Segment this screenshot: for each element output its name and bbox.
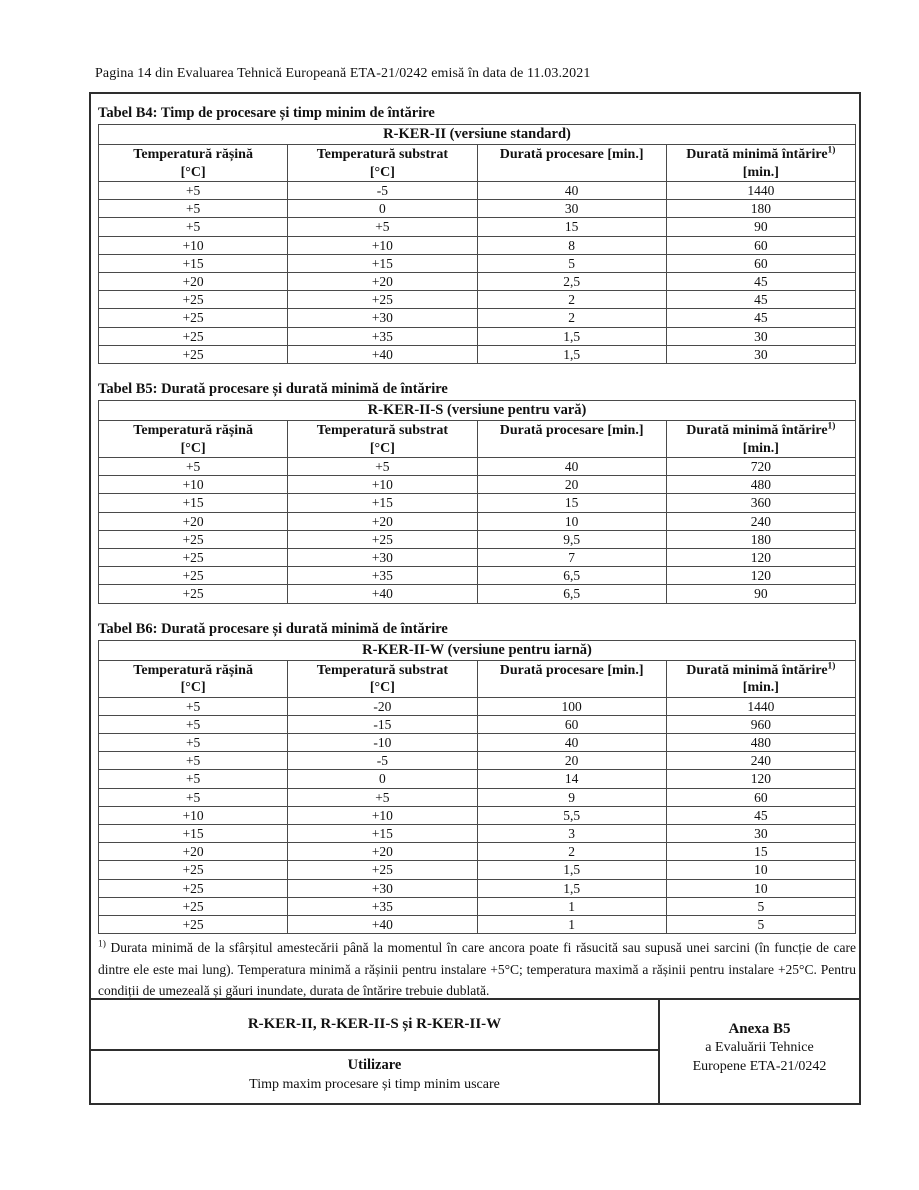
- table-cell: +25: [99, 567, 288, 585]
- page-header: Pagina 14 din Evaluarea Tehnică Europeană ETA-21/0242 emisă în data de 11.03.2021: [95, 66, 591, 81]
- table-cell: 180: [666, 530, 855, 548]
- table-cell: 2: [477, 843, 666, 861]
- table-cell: 120: [666, 770, 855, 788]
- tables-container: [91, 94, 859, 1000]
- table-cell: +30: [288, 879, 477, 897]
- table-cell: +5: [99, 770, 288, 788]
- table-row: [99, 697, 856, 715]
- table-cell: +25: [99, 861, 288, 879]
- table-cell: +5: [99, 200, 288, 218]
- table-banner: R-KER-II (versiune standard): [99, 125, 856, 145]
- table-cell: 40: [477, 458, 666, 476]
- table-cell: +5: [99, 788, 288, 806]
- column-header: Temperatură rășină [°C]: [99, 421, 288, 458]
- table-cell: -20: [288, 697, 477, 715]
- footer-use-title: Utilizare: [347, 1057, 402, 1073]
- table-cell: 6,5: [477, 567, 666, 585]
- table-row: [99, 843, 856, 861]
- table-cell: +25: [99, 897, 288, 915]
- table-cell: 60: [666, 788, 855, 806]
- table-cell: 5: [666, 897, 855, 915]
- table-cell: 1,5: [477, 861, 666, 879]
- table-banner-row: [99, 401, 856, 421]
- table-cell: +25: [99, 916, 288, 934]
- table-cell: +5: [288, 788, 477, 806]
- table-cell: +20: [99, 512, 288, 530]
- table-cell: +5: [99, 218, 288, 236]
- column-header: Temperatură substrat [°C]: [288, 421, 477, 458]
- table-cell: 7: [477, 549, 666, 567]
- table-cell: 15: [666, 843, 855, 861]
- table-cell: 120: [666, 567, 855, 585]
- table-cell: +5: [99, 458, 288, 476]
- table-cell: +15: [288, 254, 477, 272]
- table-cell: +5: [99, 734, 288, 752]
- table-title: Tabel B5: Durată procesare și durată minimă de întărire: [98, 381, 448, 398]
- table-row: [99, 494, 856, 512]
- table-cell: 360: [666, 494, 855, 512]
- table-cell: 100: [477, 697, 666, 715]
- table-cell: +30: [288, 549, 477, 567]
- table-cell: +10: [288, 236, 477, 254]
- table-cell: +10: [99, 806, 288, 824]
- table-cell: +35: [288, 897, 477, 915]
- footer-use-description: Timp maxim procesare și timp minim uscare: [249, 1077, 500, 1092]
- table-row: [99, 825, 856, 843]
- table-row: [99, 585, 856, 603]
- table-cell: +20: [288, 273, 477, 291]
- table-cell: 40: [477, 734, 666, 752]
- table-cell: 480: [666, 476, 855, 494]
- table-cell: 480: [666, 734, 855, 752]
- table-cell: +10: [99, 236, 288, 254]
- table-cell: 1,5: [477, 345, 666, 363]
- table-cell: +5: [99, 697, 288, 715]
- table-row: [99, 916, 856, 934]
- table-cell: 5: [477, 254, 666, 272]
- table-cell: 20: [477, 752, 666, 770]
- table-cell: 10: [477, 512, 666, 530]
- footer-annex-cell: [660, 1000, 859, 1105]
- document-frame: [89, 92, 861, 1105]
- table-row: [99, 530, 856, 548]
- table-cell: 8: [477, 236, 666, 254]
- table-row: [99, 734, 856, 752]
- table-cell: 2,5: [477, 273, 666, 291]
- table-cell: 240: [666, 512, 855, 530]
- table-cell: +25: [99, 345, 288, 363]
- annex-title: Anexa B5: [728, 1021, 791, 1037]
- column-header: Durată minimă întărire$^{1)}$ [min.]: [666, 660, 855, 697]
- table-row: [99, 549, 856, 567]
- table-cell: +25: [288, 291, 477, 309]
- table-row: [99, 715, 856, 733]
- table-cell: 1440: [666, 697, 855, 715]
- table-cell: 240: [666, 752, 855, 770]
- table-cell: +40: [288, 345, 477, 363]
- table-cell: +25: [99, 291, 288, 309]
- table-cell: 1: [477, 897, 666, 915]
- table-row: [99, 345, 856, 363]
- table-row: [99, 770, 856, 788]
- table-cell: 120: [666, 549, 855, 567]
- table-row: [99, 254, 856, 272]
- table-cell: -15: [288, 715, 477, 733]
- table-title: Tabel B6: Durată procesare și durată minimă de întărire: [98, 620, 448, 637]
- table-cell: +10: [288, 476, 477, 494]
- table-cell: -10: [288, 734, 477, 752]
- table-cell: -5: [288, 182, 477, 200]
- table-cell: +25: [99, 549, 288, 567]
- column-header: Temperatură rășină [°C]: [99, 660, 288, 697]
- table-row: [99, 327, 856, 345]
- table-cell: 20: [477, 476, 666, 494]
- column-header: Temperatură rășină [°C]: [99, 145, 288, 182]
- table-row: [99, 200, 856, 218]
- table-row: [99, 806, 856, 824]
- table-row: [99, 458, 856, 476]
- table-cell: +20: [288, 512, 477, 530]
- table-cell: 1440: [666, 182, 855, 200]
- table-row: [99, 309, 856, 327]
- table-cell: +15: [288, 825, 477, 843]
- table-cell: +5: [288, 458, 477, 476]
- table-cell: +5: [99, 715, 288, 733]
- annex-line2: a Evaluării Tehnice: [705, 1040, 814, 1055]
- table-cell: 9,5: [477, 530, 666, 548]
- table-cell: 45: [666, 309, 855, 327]
- annex-line3: Europene ETA-21/0242: [692, 1058, 827, 1074]
- table-banner: R-KER-II-S (versiune pentru vară): [99, 401, 856, 421]
- table-cell: +30: [288, 309, 477, 327]
- table-cell: 1: [477, 916, 666, 934]
- table-cell: +15: [99, 494, 288, 512]
- table-banner-row: [99, 640, 856, 660]
- table-cell: 6,5: [477, 585, 666, 603]
- table-banner: R-KER-II-W (versiune pentru iarnă): [99, 640, 856, 660]
- table-cell: +35: [288, 567, 477, 585]
- table-cell: 45: [666, 291, 855, 309]
- footnote: [98, 937, 856, 1000]
- table-cell: 15: [477, 218, 666, 236]
- table-cell: 45: [666, 273, 855, 291]
- table-cell: +25: [288, 530, 477, 548]
- table-cell: 10: [666, 861, 855, 879]
- column-header: Durată procesare [min.]: [477, 145, 666, 182]
- table-cell: 2: [477, 291, 666, 309]
- table-cell: 30: [477, 200, 666, 218]
- column-header: Temperatură substrat [°C]: [288, 145, 477, 182]
- footnote-text: Durata minimă de la sfârșitul amestecării până la momentul în care ancora poate fi răsucită sau supusă unei sarcini (în funcție de care dintre ele este mai lung). Temperatura minimă a rășinii pentru instalare +5°C; temperatura maximă a rășinii pentru instalare +25°C. Pentru condiții de umezeală și găuri inundate, durata de întărire trebuie dublată.: [98, 940, 857, 999]
- footer-left-column: [91, 1000, 660, 1105]
- table-cell: 45: [666, 806, 855, 824]
- table-cell: 30: [666, 825, 855, 843]
- table-cell: 5,5: [477, 806, 666, 824]
- table-cell: 5: [666, 916, 855, 934]
- table-cell: 15: [477, 494, 666, 512]
- table-row: [99, 291, 856, 309]
- table-banner-row: [99, 125, 856, 145]
- table-row: [99, 752, 856, 770]
- table-cell: 960: [666, 715, 855, 733]
- table-cell: 30: [666, 345, 855, 363]
- table-cell: 180: [666, 200, 855, 218]
- table-cell: +15: [99, 825, 288, 843]
- data-table: [98, 640, 856, 935]
- table-cell: 1,5: [477, 327, 666, 345]
- table-row: [99, 567, 856, 585]
- table-cell: 60: [666, 236, 855, 254]
- column-header: Durată procesare [min.]: [477, 421, 666, 458]
- table-cell: +40: [288, 585, 477, 603]
- table-row: [99, 182, 856, 200]
- table-cell: 3: [477, 825, 666, 843]
- table-row: [99, 788, 856, 806]
- table-cell: +40: [288, 916, 477, 934]
- column-header: Temperatură substrat [°C]: [288, 660, 477, 697]
- table-cell: +5: [99, 752, 288, 770]
- column-header: Durată procesare [min.]: [477, 660, 666, 697]
- table-cell: 90: [666, 218, 855, 236]
- table-block: [98, 105, 852, 364]
- table-cell: 0: [288, 770, 477, 788]
- table-header-row: [99, 421, 856, 458]
- table-cell: 14: [477, 770, 666, 788]
- table-cell: 60: [477, 715, 666, 733]
- table-cell: +25: [99, 327, 288, 345]
- table-row: [99, 512, 856, 530]
- footnote-marker: 1): [98, 939, 106, 950]
- table-row: [99, 897, 856, 915]
- table-block: [98, 381, 852, 604]
- table-cell: +20: [99, 273, 288, 291]
- data-table: [98, 400, 856, 604]
- table-cell: 60: [666, 254, 855, 272]
- footer-product-names: R-KER-II, R-KER-II-S și R-KER-II-W: [91, 1000, 658, 1051]
- table-cell: 9: [477, 788, 666, 806]
- table-row: [99, 476, 856, 494]
- table-cell: +5: [99, 182, 288, 200]
- table-header-row: [99, 660, 856, 697]
- table-cell: +25: [99, 879, 288, 897]
- column-header: Durată minimă întărire$^{1)}$ [min.]: [666, 421, 855, 458]
- table-cell: -5: [288, 752, 477, 770]
- table-cell: +25: [99, 530, 288, 548]
- table-cell: 40: [477, 182, 666, 200]
- table-cell: 90: [666, 585, 855, 603]
- table-cell: +10: [99, 476, 288, 494]
- table-row: [99, 861, 856, 879]
- table-cell: 1,5: [477, 879, 666, 897]
- table-cell: +25: [288, 861, 477, 879]
- table-cell: +25: [99, 585, 288, 603]
- table-row: [99, 218, 856, 236]
- table-cell: +10: [288, 806, 477, 824]
- table-cell: 30: [666, 327, 855, 345]
- table-cell: +35: [288, 327, 477, 345]
- data-table: [98, 124, 856, 364]
- table-cell: +15: [288, 494, 477, 512]
- table-cell: +20: [99, 843, 288, 861]
- column-header: Durată minimă întărire$^{1)}$ [min.]: [666, 145, 855, 182]
- table-title: Tabel B4: Timp de procesare și timp minim de întărire: [98, 105, 435, 121]
- table-row: [99, 236, 856, 254]
- table-row: [99, 879, 856, 897]
- table-cell: 2: [477, 309, 666, 327]
- table-cell: 0: [288, 200, 477, 218]
- table-cell: +15: [99, 254, 288, 272]
- table-block: [98, 621, 852, 935]
- footer-use-cell: [91, 1051, 658, 1105]
- table-cell: +20: [288, 843, 477, 861]
- table-cell: 10: [666, 879, 855, 897]
- table-cell: 720: [666, 458, 855, 476]
- table-cell: +5: [288, 218, 477, 236]
- table-row: [99, 273, 856, 291]
- table-header-row: [99, 145, 856, 182]
- table-cell: +25: [99, 309, 288, 327]
- annex-footer: [91, 1000, 859, 1105]
